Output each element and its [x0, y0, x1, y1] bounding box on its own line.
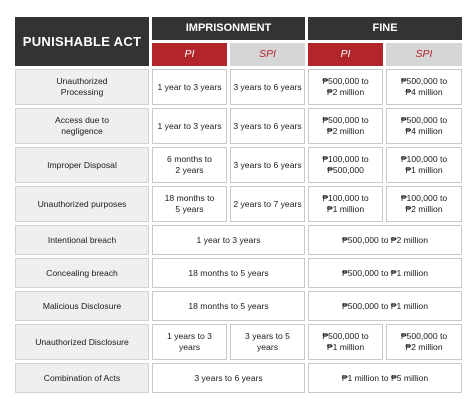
imprisonment-pi-cell: 1 year to 3 years [152, 108, 227, 144]
table-row [15, 324, 462, 360]
table-row [15, 108, 462, 144]
act-cell: Intentional breach [15, 225, 149, 255]
table-row [15, 363, 462, 393]
act-cell: Improper Disposal [15, 147, 149, 183]
fine-cell: ₱500,000 to ₱1 million [308, 291, 462, 321]
imprisonment-spi-cell: 3 years to 6 years [230, 108, 305, 144]
imprisonment-spi-cell: 3 years to 6 years [230, 147, 305, 183]
act-cell: Concealing breach [15, 258, 149, 288]
penalties-table [12, 14, 465, 396]
fine-spi-cell: ₱100,000 to ₱1 million [386, 147, 462, 183]
fine-pi-cell: ₱500,000 to ₱1 million [308, 324, 383, 360]
act-cell: Combination of Acts [15, 363, 149, 393]
fine-spi-cell: ₱100,000 to ₱2 million [386, 186, 462, 222]
fine-pi-cell: ₱100,000 to ₱1 million [308, 186, 383, 222]
fine-cell: ₱500,000 to ₱1 million [308, 258, 462, 288]
table-row [15, 147, 462, 183]
fine-cell: ₱500,000 to ₱2 million [308, 225, 462, 255]
imprisonment-cell: 18 months to 5 years [152, 258, 305, 288]
imprisonment-spi-header: SPI [230, 43, 305, 66]
fine-spi-cell: ₱500,000 to ₱4 million [386, 108, 462, 144]
fine-spi-cell: ₱500,000 to ₱4 million [386, 69, 462, 105]
imprisonment-spi-cell: 2 years to 7 years [230, 186, 305, 222]
fine-spi-cell: ₱500,000 to ₱2 million [386, 324, 462, 360]
table-row [15, 291, 462, 321]
fine-spi-header: SPI [386, 43, 462, 66]
header-row-groups [15, 17, 462, 40]
imprisonment-pi-header: PI [152, 43, 227, 66]
fine-pi-cell: ₱500,000 to ₱2 million [308, 108, 383, 144]
act-cell: Access due to negligence [15, 108, 149, 144]
table-row [15, 225, 462, 255]
imprisonment-cell: 3 years to 6 years [152, 363, 305, 393]
imprisonment-cell: 18 months to 5 years [152, 291, 305, 321]
fine-pi-header: PI [308, 43, 383, 66]
table-row [15, 186, 462, 222]
fine-pi-cell: ₱100,000 to ₱500,000 [308, 147, 383, 183]
fine-cell: ₱1 million to ₱5 million [308, 363, 462, 393]
fine-header: FINE [308, 17, 462, 40]
imprisonment-header: IMPRISONMENT [152, 17, 305, 40]
punishable-act-header: PUNISHABLE ACT [15, 17, 149, 66]
act-cell: Malicious Disclosure [15, 291, 149, 321]
imprisonment-pi-cell: 18 months to 5 years [152, 186, 227, 222]
imprisonment-cell: 1 year to 3 years [152, 225, 305, 255]
fine-pi-cell: ₱500,000 to ₱2 million [308, 69, 383, 105]
imprisonment-pi-cell: 1 years to 3 years [152, 324, 227, 360]
imprisonment-pi-cell: 6 months to 2 years [152, 147, 227, 183]
imprisonment-spi-cell: 3 years to 5 years [230, 324, 305, 360]
act-cell: Unauthorized Processing [15, 69, 149, 105]
act-cell: Unauthorized purposes [15, 186, 149, 222]
table-row [15, 258, 462, 288]
act-cell: Unauthorized Disclosure [15, 324, 149, 360]
imprisonment-spi-cell: 3 years to 6 years [230, 69, 305, 105]
table-row [15, 69, 462, 105]
imprisonment-pi-cell: 1 year to 3 years [152, 69, 227, 105]
